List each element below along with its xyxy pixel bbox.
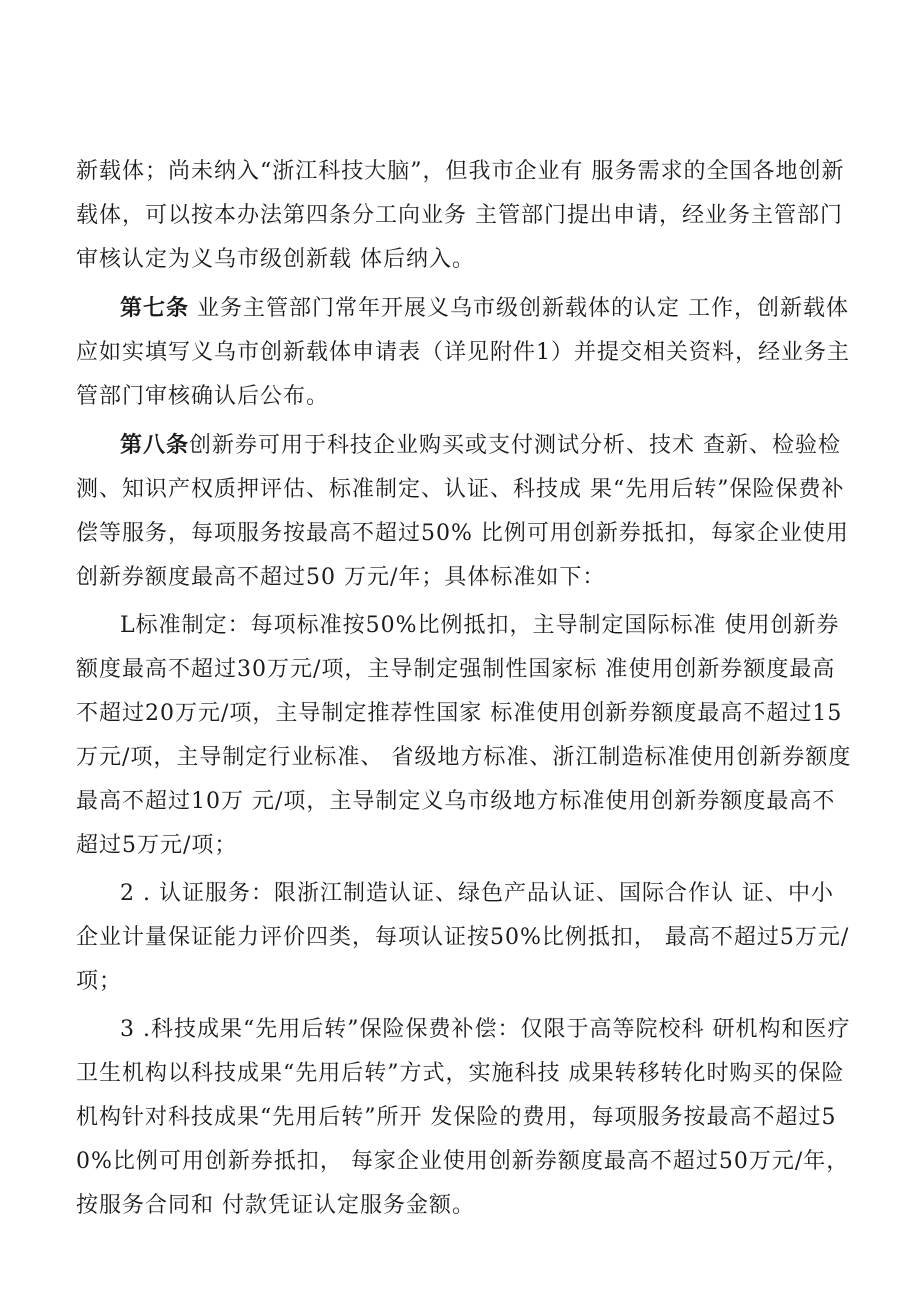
article-number: 第八条 xyxy=(120,432,190,458)
document-body xyxy=(76,150,856,1228)
paragraph-text: 新载体；尚未纳入“浙江科技大脑”，但我市企业有 服务需求的全国各地创新载体，可以按本办法第四条分工向业务 主管部门提出申请，经业务主管部门审核认定为义乌市级创新载 体后纳入。 xyxy=(76,159,845,272)
paragraph-text: 创新券可用于科技企业购买或支付测试分析、技术 查新、检验检测、知识产权质押评估、标准制定、认证、科技成 果“先用后转”保险保费补偿等服务，每项服务按最高不超过50% 比例可用创新券抵扣，每家企业使用创新券额度最高不超过50 万元/年；具体标准如下： xyxy=(76,433,849,590)
paragraph-text: 业务主管部门常年开展义乌市级创新载体的认定 工作，创新载体应如实填写义乌市创新载体申请表（详见附件1）并提交相关资料，经业务主管部门审核确认后公布。 xyxy=(76,296,850,409)
paragraph-article-7 xyxy=(76,286,856,419)
paragraph-item-2 xyxy=(76,872,856,1004)
paragraph-article-8 xyxy=(76,423,856,600)
article-number: 第七条 xyxy=(120,295,190,321)
paragraph-continuation xyxy=(76,150,856,282)
paragraph-item-1 xyxy=(76,604,856,868)
paragraph-item-3 xyxy=(76,1008,856,1228)
paragraph-text: 3 .科技成果“先用后转”保险保费补偿：仅限于高等院校科 研机构和医疗卫生机构以科技成果“先用后转”方式，实施科技 成果转移转化时购买的保险机构针对科技成果“先用后转”所开 发保险的费用，每项服务按最高不超过50%比例可用创新券抵扣， 每家企业使用创新券额度最高不超过50万元/年，按服务合同和 付款凭证认定服务金额。 xyxy=(76,1017,851,1218)
paragraph-text: 2 . 认证服务：限浙江制造认证、绿色产品认证、国际合作认 证、中小企业计量保证能力评价四类，每项认证按50%比例抵扣， 最高不超过5万元/项； xyxy=(76,881,850,994)
paragraph-text: L标准制定：每项标准按50%比例抵扣，主导制定国际标准 使用创新券额度最高不超过30万元/项，主导制定强制性国家标 准使用创新券额度最高不超过20万元/项，主导制定推荐性国家 标准使用创新券额度最高不超过15万元/项，主导制定行业标准、 省级地方标准、浙江制造标准使用创新券额度最高不超过10万 元/项，主导制定义乌市级地方标准使用创新券额度最高不超过5万元/项； xyxy=(76,613,852,858)
